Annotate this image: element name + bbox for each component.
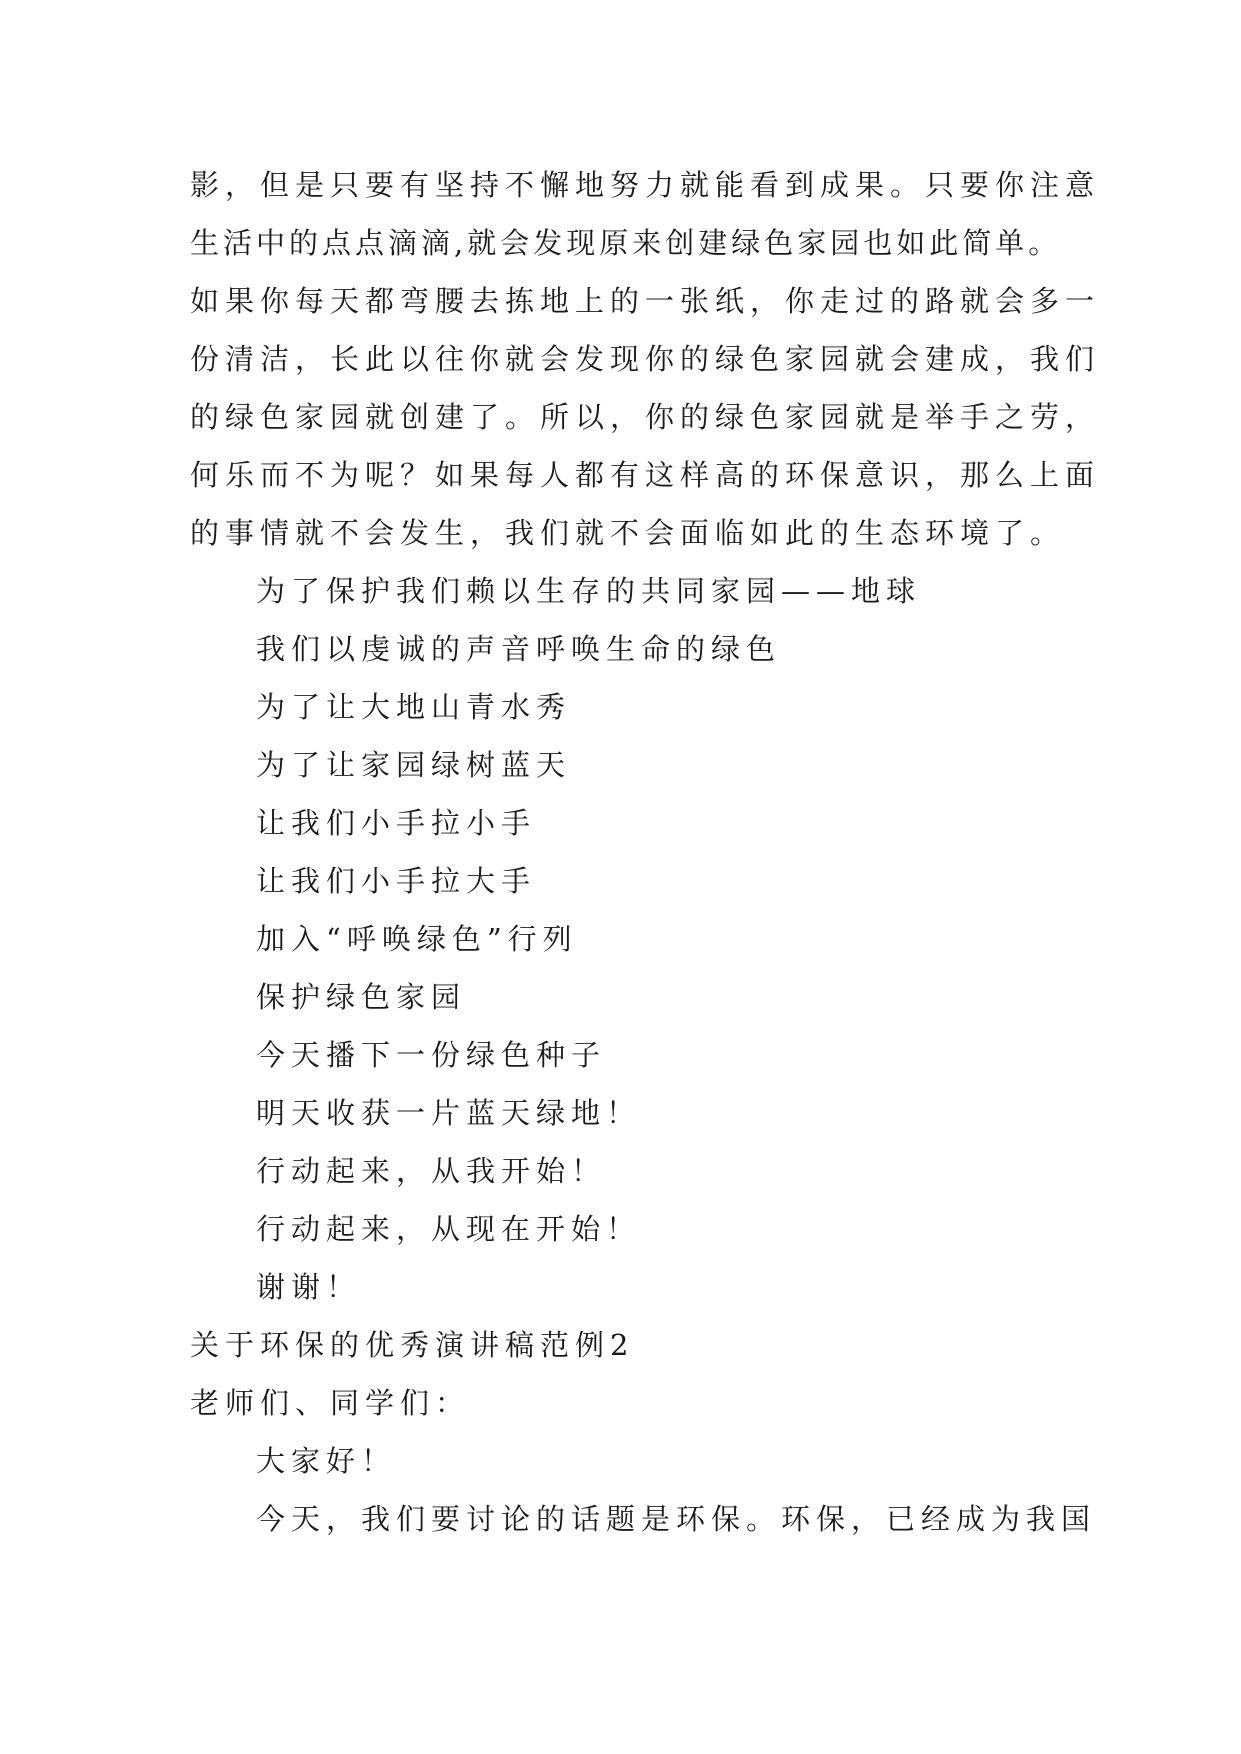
poem-line-10: 明天收获一片蓝天绿地！ xyxy=(256,1096,642,1130)
paragraph-line-6: 何乐而不为呢？如果每人都有这样高的环保意识，那么上面 xyxy=(190,458,1101,492)
greeting: 大家好！ xyxy=(256,1444,397,1478)
poem-line-11: 行动起来，从我开始！ xyxy=(256,1154,607,1188)
poem-line-3: 为了让大地山青水秀 xyxy=(256,690,572,724)
section-title: 关于环保的优秀演讲稿范例2 xyxy=(190,1328,635,1362)
paragraph-line-4: 份清洁，长此以往你就会发现你的绿色家园就会建成，我们 xyxy=(190,342,1101,376)
paragraph-line-3: 如果你每天都弯腰去拣地上的一张纸，你走过的路就会多一 xyxy=(190,284,1101,318)
salutation: 老师们、同学们： xyxy=(190,1386,471,1420)
poem-line-4: 为了让家园绿树蓝天 xyxy=(256,748,572,782)
poem-line-13: 谢谢！ xyxy=(256,1270,362,1304)
paragraph-line-5: 的绿色家园就创建了。所以，你的绿色家园就是举手之劳， xyxy=(190,400,1101,434)
paragraph-line-2: 生活中的点点滴滴,就会发现原来创建绿色家园也如此简单。 xyxy=(190,226,1062,260)
poem-line-12: 行动起来，从现在开始！ xyxy=(256,1212,642,1246)
paragraph-start-line: 今天，我们要讨论的话题是环保。环保，已经成为我国 xyxy=(256,1502,1097,1536)
poem-line-2: 我们以虔诚的声音呼唤生命的绿色 xyxy=(256,632,782,666)
poem-line-1: 为了保护我们赖以生存的共同家园——地球 xyxy=(256,574,922,608)
poem-line-6: 让我们小手拉大手 xyxy=(256,864,537,898)
poem-line-5: 让我们小手拉小手 xyxy=(256,806,537,840)
poem-line-8: 保护绿色家园 xyxy=(256,980,467,1014)
poem-line-7: 加入“呼唤绿色”行列 xyxy=(256,922,578,956)
paragraph-line-1: 影，但是只要有坚持不懈地努力就能看到成果。只要你注意 xyxy=(190,168,1101,202)
paragraph-line-7: 的事情就不会发生，我们就不会面临如此的生态环境了。 xyxy=(190,516,1066,550)
poem-line-9: 今天播下一份绿色种子 xyxy=(256,1038,607,1072)
